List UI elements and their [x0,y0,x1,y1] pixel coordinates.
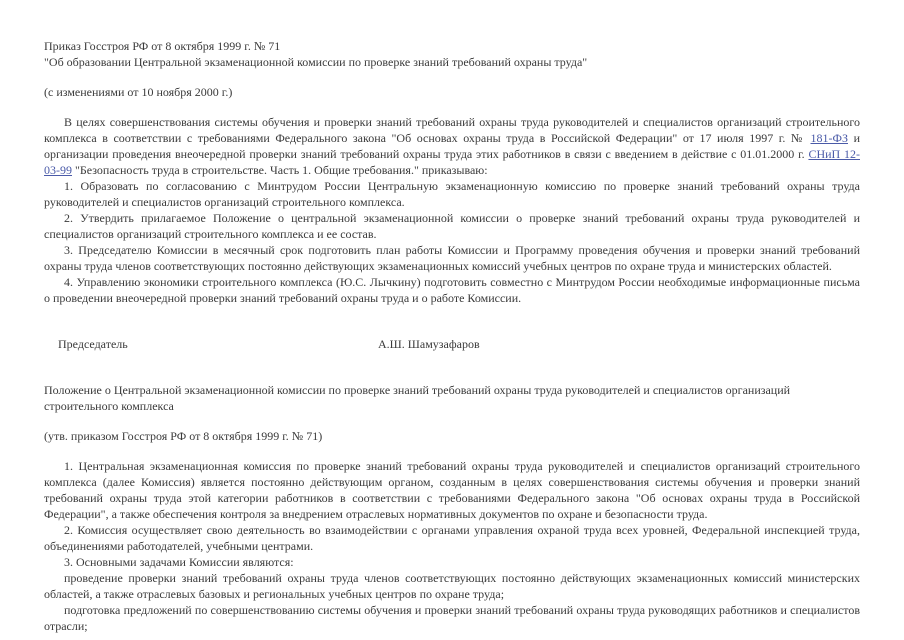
law-181-link[interactable]: 181-ФЗ [810,131,848,145]
order-item-3: 3. Председателю Комиссии в месячный срок подготовить план работы Комиссии и Программу проведения обучения и проверки знаний требований охраны труда членов соответствующих постоянно действующих экзаменационных комиссий учебных центров по охране труда и министерских областей. [44,243,860,273]
order-item-4: 4. Управлению экономики строительного комплекса (Ю.С. Лычкину) подготовить совместно с Минтрудом России необходимые информационные письма о проведении внеочередной проверки знаний требований охраны труда и о работе Комиссии. [44,275,860,305]
signature-block [44,336,860,352]
regulation-approval-note: (утв. приказом Госстроя РФ от 8 октября 1999 г. № 71) [44,429,323,443]
regulation-task-2: подготовка предложений по совершенствованию системы обучения и проверки знаний требований охраны труда руководящих работников и специалистов отрасли; [44,603,860,633]
regulation-paragraph-1: 1. Центральная экзаменационная комиссия по проверке знаний требований охраны труда руководителей и специалистов организаций строительного комплекса (далее Комиссия) является постоянно действующим органом, созданным в целях совершенствования системы обучения и проверки знаний требований охраны труда этой категории работников в соответствии с требованиями Федерального закона "Об основах охраны труда в Российской Федерации", а также обеспечения контроля за внедрением отраслевых нормативных документов по охране и безопасности труда. [44,459,860,521]
document-subtitle: "Об образовании Центральной экзаменационной комиссии по проверке знаний требований охраны труда" [44,55,588,69]
snip-12-03-99-link[interactable]: СНиП 12-03-99 [44,147,860,177]
signature-role: Председатель [58,337,128,351]
order-item-1: 1. Образовать по согласованию с Минтрудом России Центральную экзаменационную комиссию по проверке знаний требований охраны труда руководителей и специалистов организаций строительного комплекса. [44,179,860,209]
document-title: Приказ Госстроя РФ от 8 октября 1999 г. № 71 [44,39,281,53]
order-intro: В целях совершенствования системы обучения и проверки знаний требований охраны труда руководителей и специалистов организаций строительного комплекса в соответствии с требованиями Федерального закона "Об основах охраны труда в Российской Федерации" от 17 июля 1997 г. № 181-ФЗ и организации проведения внеочередной проверки знаний требований охраны труда этих работников в связи с введением в действие с 01.01.2000 г. СНиП 12-03-99 "Безопасность труда в строительстве. Часть 1. Общие требования." приказываю: [44,115,860,177]
order-item-2: 2. Утвердить прилагаемое Положение о центральной экзаменационной комиссии о проверке знаний требований охраны труда руководителей и специалистов организаций строительного комплекса и ее состав. [44,211,860,241]
regulation-paragraph-3: 3. Основными задачами Комиссии являются: [64,555,294,569]
signature-name: А.Ш. Шамузафаров [378,337,480,351]
regulation-title: Положение о Центральной экзаменационной комиссии по проверке знаний требований охраны труда руководителей и специалистов организаций строительного комплекса [44,383,791,413]
regulation-paragraph-2: 2. Комиссия осуществляет свою деятельность во взаимодействии с органами управления охраной труда всех уровней, Федеральной инспекцией труда, объединениями работодателей, учебными центрами. [44,523,860,553]
regulation-task-1: проведение проверки знаний требований охраны труда членов соответствующих постоянно действующих экзаменационных комиссий министерских областей, а также отраслевых базовых и региональных учебных центров по охране труда; [44,571,860,601]
amendment-note: (с изменениями от 10 ноября 2000 г.) [44,85,233,99]
